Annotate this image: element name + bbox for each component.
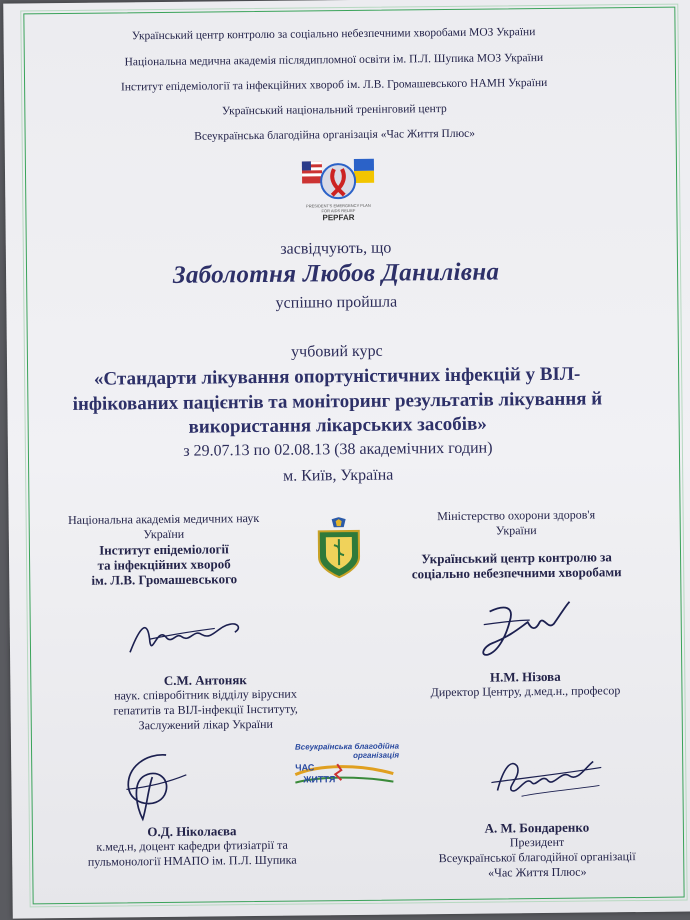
charity-brand-bottom: ЖИТТЯ — [303, 774, 336, 785]
org-line-1: Український центр контролю за соціально небезпечними хворобами МОЗ України — [131, 26, 536, 43]
signatory-4-role-2: Всеукраїнської благодійної організації — [438, 849, 636, 866]
course-title-line-2: інфікованих пацієнтів та моніторинг результатів лікування й — [72, 388, 603, 415]
signatory-2-role-1: Директор Центру, д.мед.н., професор — [430, 683, 621, 700]
left-org-name-2: та інфекційних хвороб — [97, 556, 231, 573]
left-org-parent-2: України — [143, 526, 185, 542]
left-org-block — [39, 511, 290, 589]
signature-3-icon — [106, 747, 197, 828]
right-org-name-1: Український центр контролю за — [421, 549, 612, 567]
course-label: учбовий курс — [291, 342, 383, 361]
signatory-3-block — [67, 822, 317, 870]
charity-logo-icon — [289, 742, 400, 793]
signatory-3-name: О.Д. Ніколаєва — [147, 823, 237, 840]
completed-text: успішно пройшла — [275, 293, 398, 312]
right-org-parent-2: України — [495, 523, 537, 538]
signatory-2-block — [400, 668, 650, 701]
signatory-4-block — [412, 819, 663, 882]
course-dates: з 29.07.13 по 02.08.13 (38 академічних годин) — [183, 439, 493, 460]
signatory-1-role-1: наук. співробітник відділу вірусних — [114, 686, 297, 703]
signatory-3-role-2: пульмонології НМАПО ім. П.Л. Шупика — [87, 852, 297, 869]
signature-4-icon — [481, 745, 612, 806]
org-line-4: Український національний тренінговий центр — [221, 102, 447, 118]
svg-text:PRESIDENT'S EMERGENCY PLAN: PRESIDENT'S EMERGENCY PLAN — [305, 202, 371, 209]
course-title-line-3: використання лікарських засобів» — [188, 413, 487, 438]
right-org-parent-1: Міністерство охорони здоров'я — [437, 507, 596, 524]
signatory-4-name: А. М. Бондаренко — [484, 819, 590, 836]
org-line-2: Національна медична академія післядипломної освіти ім. П.Л. Шупика МОЗ України — [124, 51, 544, 69]
signatory-1-role-2: гепатитів та ВІЛ-інфекції Інституту, — [113, 701, 298, 718]
signatory-1-role-3: Заслужений лікар України — [138, 716, 273, 733]
recipient-name: Заболотня Любов Данилівна — [172, 258, 500, 289]
charity-brand-top: ЧАС — [295, 762, 315, 773]
pepfar-logo-icon — [298, 155, 379, 226]
charity-logo-line-2: організація — [352, 750, 400, 761]
charity-logo-line-1: Всеукраїнська благодійна — [294, 741, 400, 752]
org-line-5: Всеукраїнська благодійна організація «Час Життя Плюс» — [194, 127, 476, 143]
signatory-1-name: С.М. Антоняк — [163, 672, 247, 688]
signature-1-icon — [120, 606, 251, 662]
signatory-3-role-1: к.мед.н, доцент кафедри фтизіатрії та — [96, 837, 288, 854]
left-org-name-1: Інститут епідеміології — [99, 541, 229, 558]
course-location: м. Київ, Україна — [282, 466, 394, 485]
signatory-1-block — [75, 671, 336, 734]
signatory-4-role-1: Президент — [509, 834, 565, 850]
org-line-3: Інститут епідеміології та інфекційних хвороб ім. Л.В. Громашевського НАМН України — [120, 76, 548, 94]
signatory-2-name: Н.М. Нізова — [489, 668, 561, 685]
right-org-block — [389, 507, 645, 582]
svg-text:FOR AIDS RELIEF: FOR AIDS RELIEF — [321, 207, 356, 214]
certify-text: засвідчують, що — [280, 239, 392, 258]
course-title-line-1: «Стандарти лікування опортуністичних інфекцій у ВІЛ- — [93, 363, 581, 390]
right-org-name-2: соціально небезпечними хворобами — [411, 564, 622, 582]
ministry-emblem-icon — [314, 517, 365, 580]
pepfar-label: PEPFAR — [322, 212, 355, 223]
left-org-name-3: ім. Л.В. Громашевського — [91, 571, 238, 588]
signature-2-icon — [469, 596, 580, 662]
certificate-paper — [3, 0, 690, 919]
signatory-4-role-3: «Час Життя Плюс» — [488, 864, 587, 880]
left-org-parent-1: Національна академія медичних наук — [67, 510, 260, 527]
